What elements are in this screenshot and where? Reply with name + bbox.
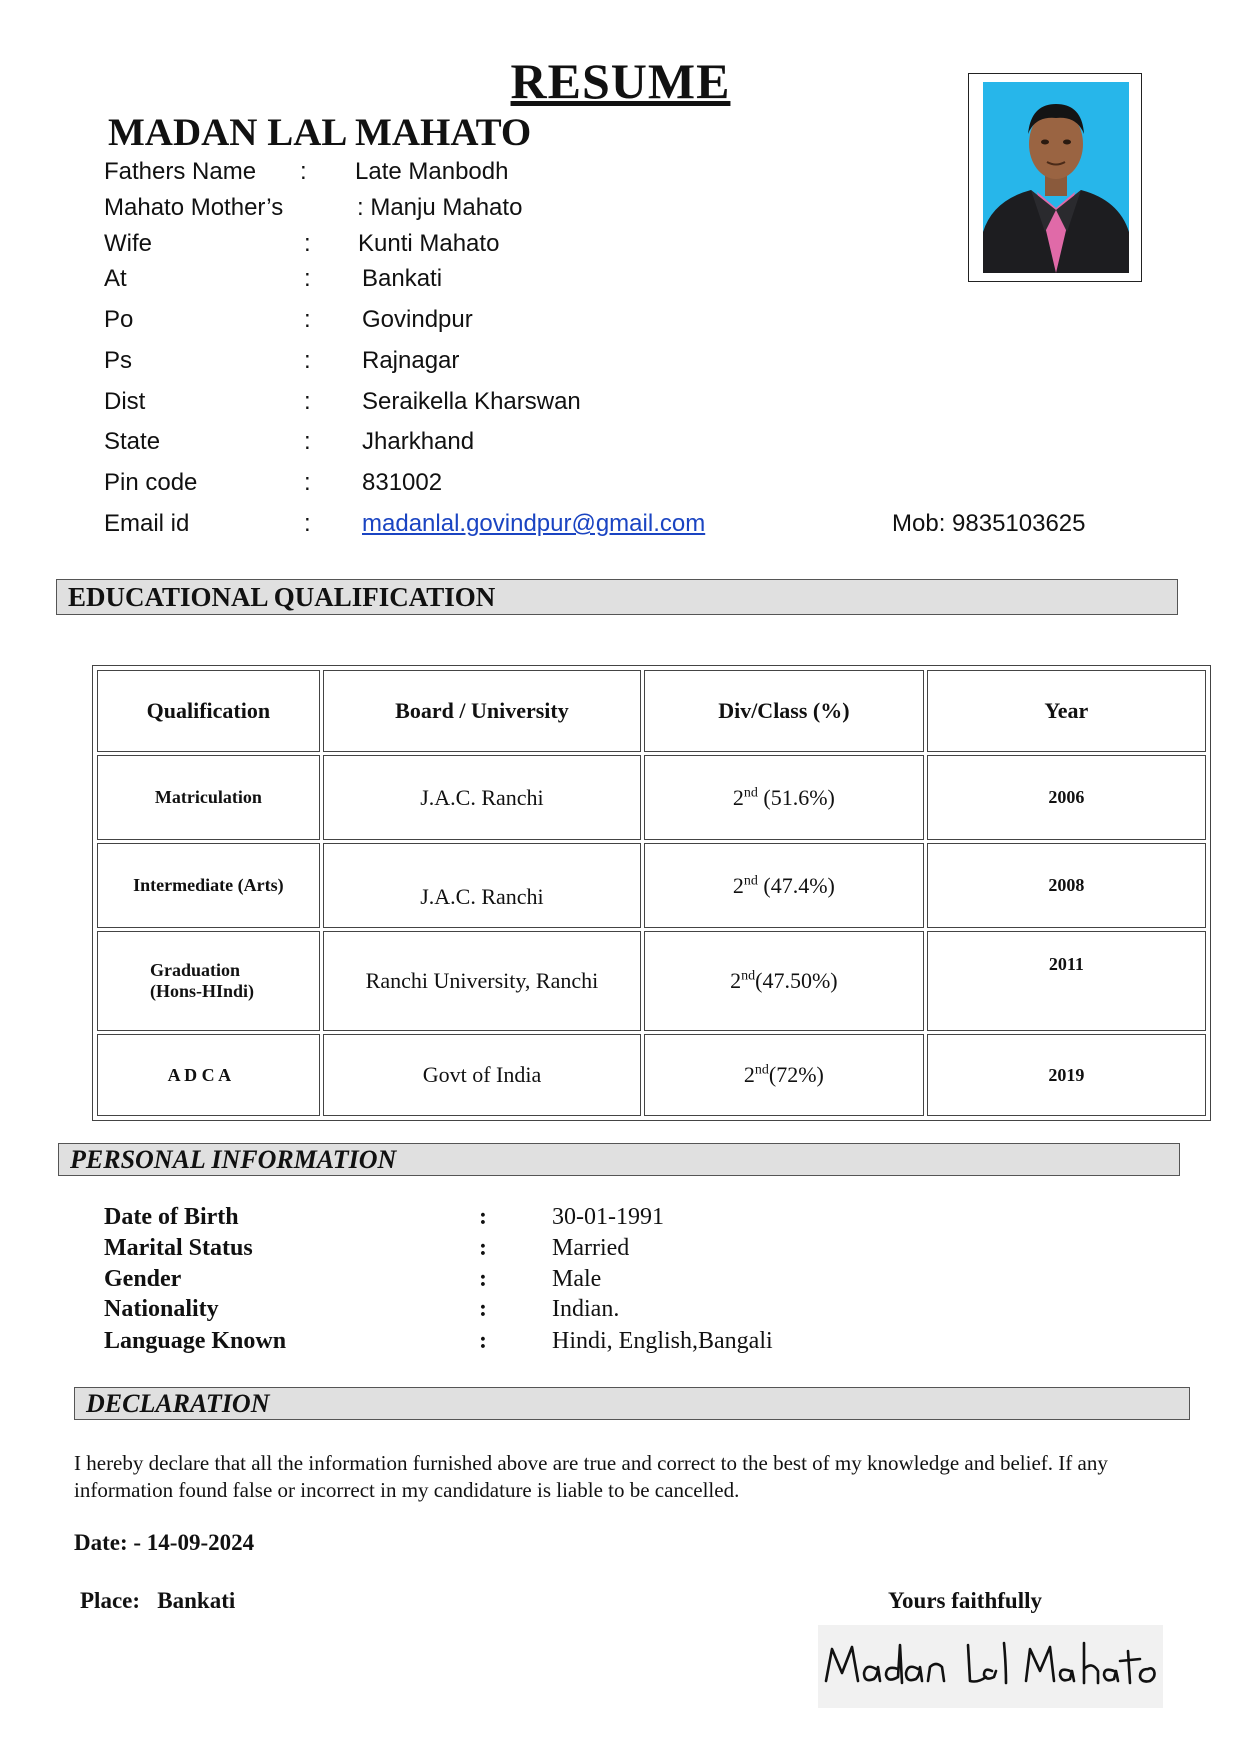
- division-ordinal: nd: [741, 968, 756, 984]
- division-number: 2: [732, 784, 744, 810]
- division-percent: (51.6%): [757, 784, 835, 810]
- mothers-name-label: Mahato Mother’s: [104, 194, 284, 221]
- candidate-name: MADAN LAL MAHATO: [108, 111, 532, 154]
- mothers-name-value: : Manju Mahato: [357, 194, 523, 221]
- signature-image: [818, 1625, 1163, 1708]
- dob-value: 30-01-1991: [552, 1204, 664, 1230]
- division-cell: [644, 931, 924, 1031]
- languages-label: Language Known: [104, 1328, 287, 1354]
- table-row: [97, 843, 1206, 928]
- at-label: At: [104, 265, 127, 292]
- marital-status-value: Married: [552, 1235, 630, 1261]
- languages-colon: :: [479, 1328, 487, 1354]
- marital-status-colon: :: [479, 1235, 487, 1261]
- ps-colon: :: [304, 347, 311, 374]
- photo-frame: [968, 73, 1142, 282]
- qualification-subject: (Hons-HIndi): [150, 981, 255, 1001]
- nationality-colon: :: [479, 1296, 487, 1322]
- dist-label: Dist: [104, 388, 146, 415]
- board-cell: J.A.C. Ranchi: [323, 843, 641, 928]
- ps-label: Ps: [104, 347, 133, 374]
- qualification-cell: [97, 1034, 320, 1116]
- qualification-name: Matriculation: [154, 787, 262, 807]
- qualification-cell: [97, 931, 320, 1031]
- state-value: Jharkhand: [362, 428, 475, 455]
- board-cell: J.A.C. Ranchi: [323, 755, 641, 840]
- email-label: Email id: [104, 510, 190, 537]
- division-number: 2: [730, 968, 742, 993]
- pin-code-colon: :: [304, 469, 311, 496]
- year-cell: 2019: [927, 1034, 1206, 1116]
- pin-code-label: Pin code: [104, 469, 198, 496]
- column-header-board: Board / University: [323, 670, 641, 752]
- division-ordinal: nd: [743, 785, 758, 801]
- table-row: [97, 1034, 1206, 1116]
- email-colon: :: [304, 510, 311, 537]
- gender-value: Male: [552, 1266, 602, 1292]
- table-row: [97, 755, 1206, 840]
- declaration-text: I hereby declare that all the information furnished above are true and correct to the best of my knowledge and belief. If any information found false or incorrect in my candidature is liable to be cancelled.: [74, 1451, 1108, 1502]
- column-header-division: Div/Class (%): [644, 670, 924, 752]
- division-number: 2: [732, 872, 744, 898]
- dob-colon: :: [479, 1204, 487, 1230]
- column-header-qualification: Qualification: [97, 670, 320, 752]
- board-cell: Ranchi University, Ranchi: [323, 931, 641, 1031]
- resume-title: RESUME: [510, 53, 731, 109]
- year-cell: 2011: [927, 931, 1206, 1031]
- division-ordinal: nd: [754, 1062, 769, 1078]
- declaration-heading: DECLARATION: [74, 1387, 1190, 1420]
- wife-value: Kunti Mahato: [358, 230, 500, 257]
- qualification-cell: [97, 843, 320, 928]
- po-value: Govindpur: [362, 306, 473, 333]
- dist-colon: :: [304, 388, 311, 415]
- declaration-place: Place: Bankati: [80, 1588, 236, 1613]
- year-cell: 2008: [927, 843, 1206, 928]
- board-cell: Govt of India: [323, 1034, 641, 1116]
- division-percent: (72%): [768, 1062, 824, 1087]
- declaration-date: Date: - 14-09-2024: [74, 1530, 255, 1555]
- fathers-name-colon: :: [300, 158, 307, 185]
- profile-photo: [983, 82, 1129, 273]
- division-number: 2: [743, 1062, 755, 1087]
- email-link[interactable]: madanlal.govindpur@gmail.com: [362, 510, 706, 537]
- division-cell: [644, 843, 924, 928]
- po-label: Po: [104, 306, 134, 333]
- education-table: [92, 665, 1211, 1121]
- table-header-row: [97, 670, 1206, 752]
- person-photo-icon: [983, 82, 1129, 273]
- dob-label: Date of Birth: [104, 1204, 239, 1230]
- qualification-name: Graduation: [150, 960, 241, 980]
- ps-value: Rajnagar: [362, 347, 460, 374]
- at-value: Bankati: [362, 265, 443, 292]
- pin-code-value: 831002: [362, 469, 443, 496]
- nationality-value: Indian.: [552, 1296, 620, 1322]
- qualification-name: Intermediate (Arts): [133, 875, 284, 895]
- division-cell: [644, 1034, 924, 1116]
- fathers-name-label: Fathers Name: [104, 158, 257, 185]
- fathers-name-value: Late Manbodh: [355, 158, 509, 185]
- dist-value: Seraikella Kharswan: [362, 388, 581, 415]
- po-colon: :: [304, 306, 311, 333]
- table-row: [97, 931, 1206, 1031]
- languages-value: Hindi, English,Bangali: [552, 1328, 773, 1354]
- state-label: State: [104, 428, 161, 455]
- mobile-number: Mob: 9835103625: [892, 510, 1086, 537]
- state-colon: :: [304, 428, 311, 455]
- personal-information-heading: PERSONAL INFORMATION: [58, 1143, 1180, 1176]
- gender-colon: :: [479, 1266, 487, 1292]
- year-cell: 2006: [927, 755, 1206, 840]
- marital-status-label: Marital Status: [104, 1235, 253, 1261]
- qualification-cell: [97, 755, 320, 840]
- at-colon: :: [304, 265, 311, 292]
- gender-label: Gender: [104, 1266, 182, 1292]
- division-cell: [644, 755, 924, 840]
- wife-label: Wife: [104, 230, 152, 257]
- division-percent: (47.50%): [755, 968, 838, 993]
- wife-colon: :: [304, 230, 311, 257]
- closing-text: Yours faithfully: [888, 1588, 1042, 1613]
- nationality-label: Nationality: [104, 1296, 219, 1322]
- qualification-name: A D C A: [167, 1064, 232, 1085]
- handwritten-signature-icon: [818, 1625, 1163, 1708]
- column-header-year: Year: [927, 670, 1206, 752]
- education-heading: EDUCATIONAL QUALIFICATION: [56, 579, 1178, 615]
- division-percent: (47.4%): [757, 872, 835, 898]
- division-ordinal: nd: [743, 873, 758, 889]
